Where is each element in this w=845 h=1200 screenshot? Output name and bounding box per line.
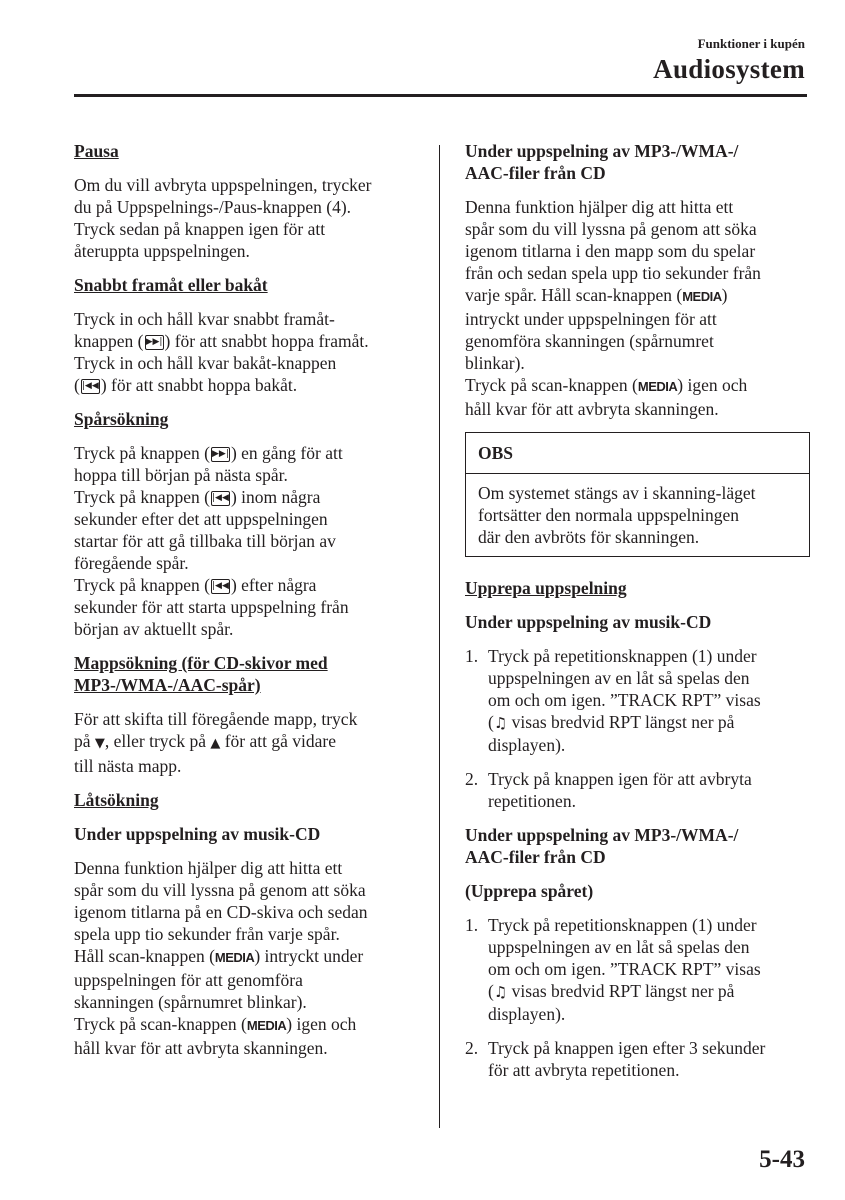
text-line: återuppta uppspelningen.: [74, 241, 250, 261]
list-text: Tryck på knappen igen efter 3 sekunder för att avbryta repetitionen.: [488, 1038, 766, 1080]
text-line: fortsätter den normala uppspelningen: [478, 505, 739, 525]
text-line: håll kvar för att avbryta skanningen.: [465, 399, 719, 419]
text-line: håll kvar för att avbryta skanningen.: [74, 1038, 328, 1058]
back-button-icon: |◀◀: [211, 491, 230, 506]
subheading-mp3: Under uppspelning av MP3-/WMA-/ AAC-filer från CD: [465, 825, 739, 867]
page-title: Audiosystem: [653, 54, 805, 84]
list-text: Tryck på repetitionsknappen (1) under uppspelningen av en låt så spelas den om och om igen. ”TRACK RPT” visas (♫ visas bredvid RPT längst ner på displayen).: [488, 646, 761, 755]
paragraph-mp3-scan: [465, 196, 810, 420]
list-number: 2.: [465, 769, 479, 789]
media-button-icon: MEDIA: [214, 950, 255, 965]
list-text: Tryck på repetitionsknappen (1) under uppspelningen av en låt så spelas den om och om igen. ”TRACK RPT” visas (♫ visas bredvid RPT längst ner på displayen).: [488, 915, 761, 1024]
list-number: 1.: [465, 915, 479, 935]
note-title: OBS: [466, 433, 809, 474]
text-line: där den avbröts för skanningen.: [478, 527, 700, 547]
text-line: hoppa till början på nästa spår.: [74, 465, 288, 485]
music-note-icon: ♫: [493, 714, 508, 732]
media-button-icon: MEDIA: [682, 289, 722, 304]
right-column: [465, 140, 810, 1093]
subheading-music-cd: Under uppspelning av musik-CD: [465, 612, 712, 632]
text-line: spår som du vill lyssna på genom att söka: [74, 880, 366, 900]
text-line: igenom titlarna på en CD-skiva och sedan: [74, 902, 368, 922]
text-line: Tryck in och håll kvar bakåt-knappen: [74, 353, 337, 373]
text-line: startar för att gå tillbaka till början av: [74, 531, 336, 551]
list-item: [465, 1037, 810, 1081]
section-label: Funktioner i kupén: [697, 36, 805, 51]
paragraph-fast-forward: [74, 308, 424, 396]
left-column: [74, 140, 424, 1071]
text-line: spela upp tio sekunder från varje spår.: [74, 924, 340, 944]
subheading-repeat-track: (Upprepa spåret): [465, 881, 594, 901]
text-line: Håll scan-knappen (MEDIA) intryckt under: [74, 945, 424, 969]
text-line: Tryck in och håll kvar snabbt framåt-: [74, 309, 335, 329]
list-number: 2.: [465, 1038, 479, 1058]
text-line: Om du vill avbryta uppspelningen, trycker: [74, 175, 372, 195]
text-line: ( |◀◀ ) för att snabbt hoppa bakåt.: [74, 375, 298, 395]
text-line: Tryck på knappen ( |◀◀ ) inom några: [74, 487, 321, 507]
media-button-icon: MEDIA: [246, 1018, 287, 1033]
text-line: från och sedan spela upp tio sekunder från: [465, 263, 761, 283]
paragraph-folder-search: [74, 708, 424, 777]
text-line: skanningen (spårnumret blinkar).: [74, 992, 307, 1012]
text-line: knappen ( ▶▶| ) för att snabbt hoppa framåt.: [74, 331, 369, 351]
heading-fast-forward: Snabbt framåt eller bakåt: [74, 275, 268, 295]
note-body: [466, 474, 809, 556]
text-line: början av aktuellt spår.: [74, 619, 234, 639]
text-line: igenom titlarna i den mapp som du spelar: [465, 241, 756, 261]
text-line: Tryck på scan-knappen (MEDIA) igen och: [465, 374, 810, 398]
list-item: [465, 768, 810, 812]
heading-pausa: Pausa: [74, 141, 119, 161]
subheading-music-cd: Under uppspelning av musik-CD: [74, 824, 321, 844]
text-line: på ▼, eller tryck på ▲ för att gå vidare: [74, 731, 336, 751]
media-button-icon: MEDIA: [637, 379, 678, 394]
note-box: [465, 432, 810, 557]
list-item: [465, 914, 810, 1025]
text-line: till nästa mapp.: [74, 756, 182, 776]
text-line: föregående spår.: [74, 553, 189, 573]
list-text: Tryck på knappen igen för att avbryta repetitionen.: [488, 769, 752, 811]
text-line: Tryck sedan på knappen igen för att: [74, 219, 326, 239]
heading-song-search: Låtsökning: [74, 790, 159, 810]
text-line: För att skifta till föregående mapp, tryck: [74, 709, 358, 729]
heading-folder-search: Mappsökning (för CD-skivor med MP3-/WMA-/AAC-spår): [74, 653, 328, 695]
back-button-icon: |◀◀: [81, 379, 100, 394]
up-arrow-icon: ▲: [210, 736, 221, 751]
text-line: sekunder efter det att uppspelningen: [74, 509, 328, 529]
heading-mp3-scan: Under uppspelning av MP3-/WMA-/ AAC-filer från CD: [465, 141, 739, 183]
text-line: varje spår. Håll scan-knappen (MEDIA): [465, 284, 810, 308]
text-line: Tryck på knappen ( |◀◀ ) efter några: [74, 575, 317, 595]
forward-button-icon: ▶▶|: [145, 335, 164, 350]
text-line: Tryck på scan-knappen (MEDIA) igen och: [74, 1013, 424, 1037]
down-arrow-icon: ▼: [94, 736, 105, 751]
text-line: du på Uppspelnings-/Paus-knappen (4).: [74, 197, 352, 217]
paragraph-song-search: [74, 857, 424, 1059]
heading-repeat: Upprepa uppspelning: [465, 578, 627, 598]
page-number: 5-43: [759, 1146, 805, 1173]
back-button-icon: |◀◀: [211, 579, 230, 594]
text-line: blinkar).: [465, 353, 525, 373]
paragraph-pausa: [74, 174, 424, 262]
text-line: Om systemet stängs av i skanning-läget: [478, 483, 756, 503]
heading-track-search: Spårsökning: [74, 409, 169, 429]
text-line: uppspelningen för att genomföra: [74, 970, 303, 990]
column-divider: [439, 145, 440, 1128]
header-rule: [74, 94, 807, 97]
list-number: 1.: [465, 646, 479, 666]
text-line: Denna funktion hjälper dig att hitta ett: [74, 858, 343, 878]
text-line: Denna funktion hjälper dig att hitta ett: [465, 197, 734, 217]
text-line: sekunder för att starta uppspelning från: [74, 597, 349, 617]
text-line: Tryck på knappen ( ▶▶| ) en gång för att: [74, 443, 343, 463]
text-line: spår som du vill lyssna på genom att söka: [465, 219, 757, 239]
text-line: genomföra skanningen (spårnumret: [465, 331, 714, 351]
forward-button-icon: ▶▶|: [211, 447, 230, 462]
text-line: intryckt under uppspelningen för att: [465, 309, 717, 329]
list-item: [465, 645, 810, 756]
paragraph-track-search: [74, 442, 424, 640]
music-note-icon: ♫: [493, 983, 508, 1001]
